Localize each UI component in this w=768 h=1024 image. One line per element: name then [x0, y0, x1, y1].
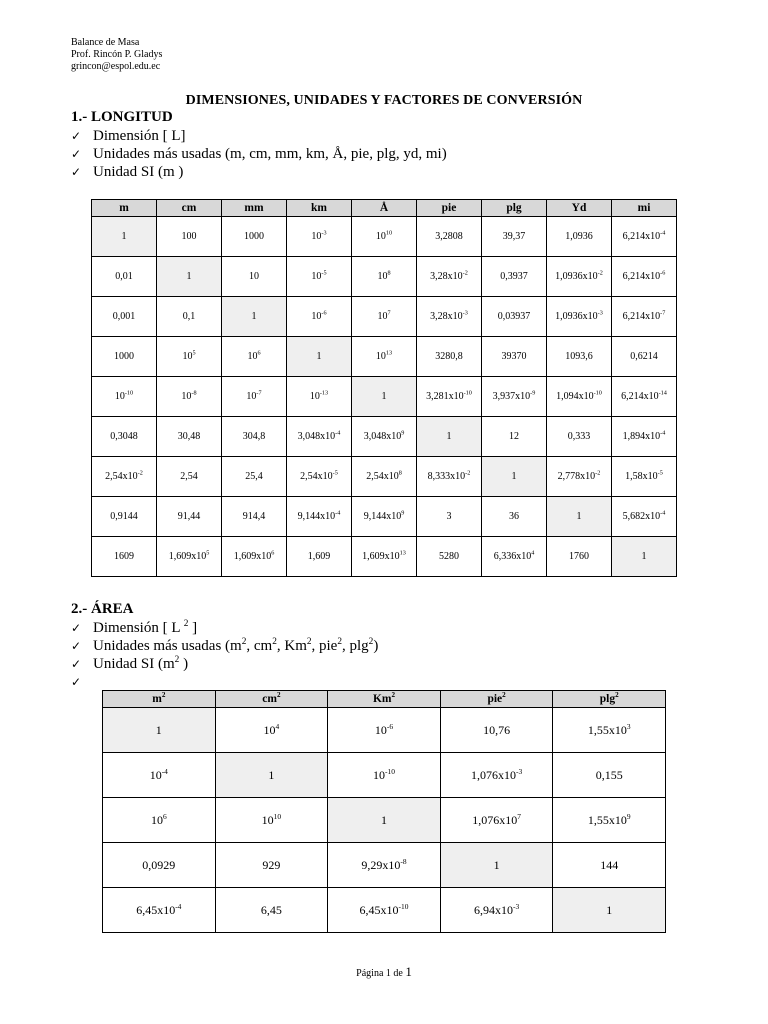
table-cell: $10^{-10}$	[92, 377, 157, 417]
table-cell: $1,609x10^5$	[157, 537, 222, 577]
table-cell: 0,01	[92, 257, 157, 297]
table-cell: $10^{-4}$	[103, 753, 216, 798]
professor-name: Prof. Rincón P. Gladys	[71, 49, 163, 60]
column-header: m	[92, 200, 157, 217]
area-bullet-item	[71, 655, 378, 673]
table-cell: 39370	[482, 337, 547, 377]
table-cell: $10^8$	[352, 257, 417, 297]
table-cell: $5,682x10^{-4}$	[612, 497, 677, 537]
table-cell: 91,44	[157, 497, 222, 537]
table-cell: 0,155	[553, 753, 666, 798]
table-cell: $1,55x10^3$	[553, 708, 666, 753]
column-header: $cm^2$	[215, 691, 328, 708]
table-row	[92, 337, 677, 377]
table-cell: 0,1	[157, 297, 222, 337]
bullet-list-longitud	[71, 127, 447, 181]
table-cell: $1,0936x10^{-2}$	[547, 257, 612, 297]
table-cell: 1760	[547, 537, 612, 577]
table-cell: $10^5$	[157, 337, 222, 377]
table-cell: $10^{-6}$	[328, 708, 441, 753]
table-cell: $1,0936x10^{-3}$	[547, 297, 612, 337]
table-cell: 144	[553, 843, 666, 888]
table-cell: 0,333	[547, 417, 612, 457]
table-cell: 0,3048	[92, 417, 157, 457]
table-cell: $9,144x10^9$	[352, 497, 417, 537]
table-cell: 3280,8	[417, 337, 482, 377]
table-cell: $6,45x10^{-4}$	[103, 888, 216, 933]
table-cell: $1,55x10^9$	[553, 798, 666, 843]
table-cell: $3,28x10^{-2}$	[417, 257, 482, 297]
area-conversion-table	[102, 690, 666, 933]
bullet-text: Dimensión [ L]	[93, 128, 186, 144]
professor-email: grincon@espol.edu.ec	[71, 61, 161, 72]
table-cell: $9,29x10^{-8}$	[328, 843, 441, 888]
table-cell: $10^{-5}$	[287, 257, 352, 297]
column-header: mi	[612, 200, 677, 217]
table-cell: 10	[222, 257, 287, 297]
table-cell: 304,8	[222, 417, 287, 457]
table-cell: $1,894x10^{-4}$	[612, 417, 677, 457]
bullet-list-area	[71, 619, 378, 691]
table-row	[92, 457, 677, 497]
table-cell: 25,4	[222, 457, 287, 497]
table-cell: 1609	[92, 537, 157, 577]
checkmark-icon: ✓	[71, 639, 82, 653]
bullet-text: Dimensión [ L $^2$ ]	[93, 619, 198, 636]
table-cell: 30,48	[157, 417, 222, 457]
checkmark-icon: ✓	[71, 657, 82, 671]
table-header-row	[103, 691, 666, 708]
table-row	[103, 753, 666, 798]
bullet-text: Unidades más usadas ($m^2$, $cm^2$, Km$^2$, pie$^2$, plg$^2$)	[93, 637, 379, 654]
table-cell: $2,54x10^8$	[352, 457, 417, 497]
page-number-label: Página 1 de	[356, 968, 406, 979]
table-cell: $10^{13}$	[352, 337, 417, 377]
table-cell: $3,281x10^{-10}$	[417, 377, 482, 417]
table-cell: 0,001	[92, 297, 157, 337]
table-cell: $2,54x10^{-5}$	[287, 457, 352, 497]
table-cell: 1	[157, 257, 222, 297]
table-cell: 1	[215, 753, 328, 798]
table-row	[103, 798, 666, 843]
table-cell: 1,0936	[547, 217, 612, 257]
table-cell: 1000	[92, 337, 157, 377]
table-cell: 1	[328, 798, 441, 843]
table-cell: $9,144x10^{-4}$	[287, 497, 352, 537]
table-cell: $10^6$	[103, 798, 216, 843]
checkmark-icon: ✓	[71, 621, 82, 635]
table-cell: 100	[157, 217, 222, 257]
table-cell: $3,937x10^{-9}$	[482, 377, 547, 417]
table-cell: $10^{-7}$	[222, 377, 287, 417]
table-cell: 0,3937	[482, 257, 547, 297]
table-cell: $3,28x10^{-3}$	[417, 297, 482, 337]
course-name: Balance de Masa	[71, 37, 140, 48]
table-row	[103, 843, 666, 888]
table-cell: $1,094x10^{-10}$	[547, 377, 612, 417]
table-cell: 1	[482, 457, 547, 497]
bullet-text: Unidades más usadas (m, cm, mm, km, Å, pie, plg, yd, mi)	[93, 146, 447, 162]
table-cell: $2,778x10^{-2}$	[547, 457, 612, 497]
table-cell: 0,03937	[482, 297, 547, 337]
table-cell: $10^6$	[222, 337, 287, 377]
table-cell: 1	[92, 217, 157, 257]
page-total: 1	[405, 964, 412, 979]
page-footer	[0, 964, 768, 980]
area-bullet-item	[71, 673, 378, 691]
section-heading-area: 2.- ÁREA	[71, 601, 134, 617]
table-row	[92, 257, 677, 297]
table-row	[92, 497, 677, 537]
table-cell: $1,076x10^7$	[440, 798, 553, 843]
table-cell: $10^{10}$	[352, 217, 417, 257]
table-cell: 1	[287, 337, 352, 377]
table-cell: $6,94x10^{-3}$	[440, 888, 553, 933]
column-header: pie	[417, 200, 482, 217]
column-header: Km$^2$	[328, 691, 441, 708]
column-header: plg	[482, 200, 547, 217]
column-header: km	[287, 200, 352, 217]
table-cell: $6,214x10^{-4}$	[612, 217, 677, 257]
table-cell: $8,333x10^{-2}$	[417, 457, 482, 497]
document-title: DIMENSIONES, UNIDADES Y FACTORES DE CONVERSIÓN	[185, 93, 583, 108]
table-cell: $1,58x10^{-5}$	[612, 457, 677, 497]
table-row	[103, 708, 666, 753]
table-cell: $10^{-6}$	[287, 297, 352, 337]
column-header: cm	[157, 200, 222, 217]
table-cell: $1,609x10^{13}$	[352, 537, 417, 577]
checkmark-icon: ✓	[71, 129, 82, 143]
table-cell: 914,4	[222, 497, 287, 537]
bullet-text: Unidad SI ($m^2$ )	[93, 655, 189, 672]
table-cell: $6,214x10^{-6}$	[612, 257, 677, 297]
table-cell: 1	[440, 843, 553, 888]
table-cell: 3,2808	[417, 217, 482, 257]
table-cell: 0,0929	[103, 843, 216, 888]
table-cell: $6,214x10^{-14}$	[612, 377, 677, 417]
table-cell: 1	[417, 417, 482, 457]
table-row	[92, 417, 677, 457]
table-cell: 1000	[222, 217, 287, 257]
checkmark-icon: ✓	[71, 147, 82, 161]
table-cell: 0,9144	[92, 497, 157, 537]
table-row	[92, 537, 677, 577]
table-cell: 1	[612, 537, 677, 577]
table-cell: 39,37	[482, 217, 547, 257]
table-cell: 2,54	[157, 457, 222, 497]
table-cell: 1	[222, 297, 287, 337]
table-cell: 1093,6	[547, 337, 612, 377]
table-cell: 3	[417, 497, 482, 537]
table-cell: $10^{-10}$	[328, 753, 441, 798]
table-cell: $10^{-8}$	[157, 377, 222, 417]
table-cell: $3,048x10^9$	[352, 417, 417, 457]
table-cell: 1,609	[287, 537, 352, 577]
checkmark-icon: ✓	[71, 675, 82, 689]
column-header: mm	[222, 200, 287, 217]
table-row	[92, 297, 677, 337]
table-cell: 10,76	[440, 708, 553, 753]
table-row	[92, 217, 677, 257]
table-cell: $2,54x10^{-2}$	[92, 457, 157, 497]
table-cell: $10^{10}$	[215, 798, 328, 843]
table-cell: $6,214x10^{-7}$	[612, 297, 677, 337]
table-cell: 1	[352, 377, 417, 417]
area-bullet-item	[71, 619, 378, 637]
checkmark-icon: ✓	[71, 165, 82, 179]
longitud-bullet-item	[71, 127, 447, 145]
table-cell: 12	[482, 417, 547, 457]
table-cell: $10^{-3}$	[287, 217, 352, 257]
table-cell: 929	[215, 843, 328, 888]
table-row	[92, 377, 677, 417]
column-header: Å	[352, 200, 417, 217]
table-cell: $6,336x10^4$	[482, 537, 547, 577]
column-header: plg$^2$	[553, 691, 666, 708]
table-cell: 5280	[417, 537, 482, 577]
table-cell: $1,609x10^6$	[222, 537, 287, 577]
section-heading-longitud: 1.- LONGITUD	[71, 109, 173, 125]
table-row	[103, 888, 666, 933]
longitud-bullet-item	[71, 145, 447, 163]
table-cell: 36	[482, 497, 547, 537]
table-cell: $10^7$	[352, 297, 417, 337]
table-cell: 0,6214	[612, 337, 677, 377]
table-cell: 6,45	[215, 888, 328, 933]
length-conversion-table	[91, 199, 677, 577]
column-header: pie$^2$	[440, 691, 553, 708]
table-cell: 1	[547, 497, 612, 537]
table-cell: $3,048x10^{-4}$	[287, 417, 352, 457]
column-header: $m^2$	[103, 691, 216, 708]
longitud-bullet-item	[71, 163, 447, 181]
document-header	[71, 37, 162, 73]
area-bullet-item	[71, 637, 378, 655]
table-cell: $6,45x10^{-10}$	[328, 888, 441, 933]
table-cell: $10^4$	[215, 708, 328, 753]
table-cell: $1,076x10^{-3}$	[440, 753, 553, 798]
bullet-text: Unidad SI (m )	[93, 164, 184, 180]
table-cell: $10^{-13}$	[287, 377, 352, 417]
table-cell: 1	[103, 708, 216, 753]
table-header-row	[92, 200, 677, 217]
table-cell: 1	[553, 888, 666, 933]
column-header: Yd	[547, 200, 612, 217]
